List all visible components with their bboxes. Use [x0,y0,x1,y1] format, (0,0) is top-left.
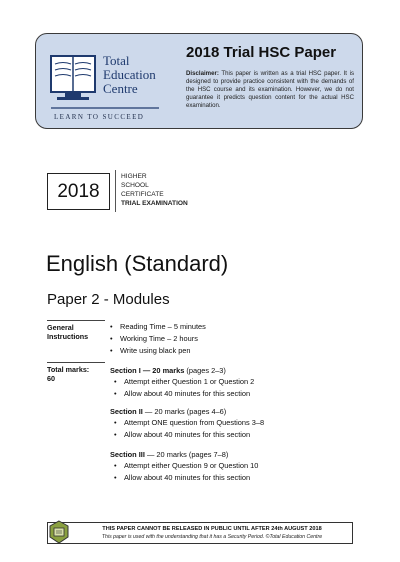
list-item: • Write using black pen [110,345,206,357]
instructions-list [110,321,206,357]
section-pages: (pages 2–3) [184,366,226,375]
disclaimer [186,70,354,110]
list-item: • Allow about 40 minutes for this section [114,388,254,400]
release-notice: THIS PAPER CANNOT BE RELEASED IN PUBLIC UNTIL AFTER 24th AUGUST 2018 [102,526,322,532]
subject-title: English (Standard) [46,251,229,276]
section-list [114,417,264,441]
list-item: • Attempt ONE question from Questions 3–8 [114,417,264,429]
paper-title: 2018 Trial HSC Paper [186,44,337,61]
year-box: 2018 [47,173,110,210]
section-title: Section I — 20 marks [110,366,185,375]
label-line: General [47,323,74,332]
list-item: • Allow about 40 minutes for this section [114,429,264,441]
section-heading [110,450,228,459]
section-list [114,460,258,484]
section-pages: — 20 marks (pages 7–8) [144,450,229,459]
label-line: Instructions [47,332,89,341]
logo-line-3: Centre [103,81,138,96]
section-title: Section III [110,450,145,459]
section-title: Section II [110,407,143,416]
list-item: • Attempt either Question 9 or Question 10 [114,460,258,472]
hsc-line: TRIAL EXAMINATION [121,200,188,207]
tagline: LEARN TO SUCCEED [54,113,145,121]
label-line: Total marks: [47,365,90,374]
hsc-line: HIGHER [121,173,147,180]
disclaimer-text: This paper is written as a trial HSC paper. It is designed to provide practice consistent with the demands of the HSC course and its examination. However, we do not guarantee it predicts question content for the actual HSC examination. [186,70,354,109]
list-item: • Reading Time – 5 minutes [110,321,206,333]
paper-subtitle: Paper 2 - Modules [47,291,170,308]
logo-line-1: Total [103,53,130,68]
logo-line-2: Education [103,67,156,82]
disclaimer-label: Disclaimer: [186,70,219,77]
list-item: • Attempt either Question 1 or Question 2 [114,376,254,388]
rule [47,362,105,363]
hsc-lines [121,172,188,208]
section-heading [110,407,226,416]
rule [47,320,105,321]
section-heading [110,366,226,375]
divider [115,170,116,212]
security-seal-icon [48,520,70,544]
security-notice: This paper is used with the understanding that it has a Security Period. ©Total Education Centre [101,534,323,540]
total-marks-label [47,365,89,383]
section-list [114,376,254,400]
list-item: • Allow about 40 minutes for this section [114,472,258,484]
book-logo-icon [47,50,162,112]
section-pages: — 20 marks (pages 4–6) [142,407,227,416]
hsc-line: SCHOOL [121,182,149,189]
hsc-line: CERTIFICATE [121,191,164,198]
label-line: 60 [47,374,55,383]
general-instructions-label [47,323,88,341]
list-item: • Working Time – 2 hours [110,333,206,345]
